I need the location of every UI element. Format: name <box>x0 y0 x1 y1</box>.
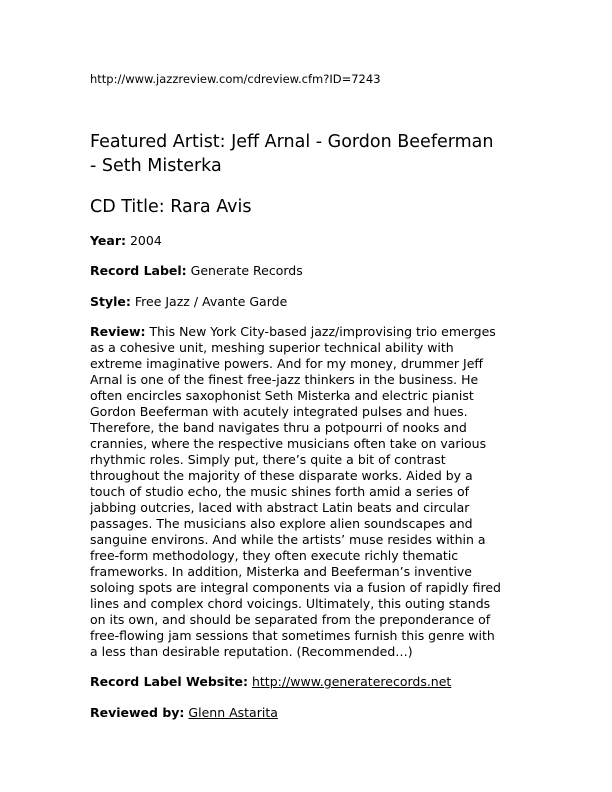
review-line-2: as a cohesive unit, meshing superior technical ability with <box>90 340 454 355</box>
record-label-value: Generate Records <box>190 263 303 278</box>
review-line-5: often encircles saxophonist Seth Misterka and electric pianist <box>90 388 474 403</box>
source-url: http://www.jazzreview.com/cdreview.cfm?ID=7243 <box>90 72 381 86</box>
style-field <box>90 294 287 310</box>
review-paragraph <box>90 324 530 660</box>
year-value: 2004 <box>129 233 162 248</box>
review-line-13: passages. The musicians also explore alien soundscapes and <box>90 516 473 531</box>
record-label-label: Record Label: <box>90 263 187 278</box>
cd-title-heading: CD Title: Rara Avis <box>90 197 252 217</box>
style-label: Style: <box>90 294 131 309</box>
review-line-18: lines and complex chord voicings. Ultimately, this outing stands <box>90 596 491 611</box>
year-label: Year: <box>90 233 126 248</box>
year-field <box>90 233 162 249</box>
record-label-field <box>90 263 303 279</box>
record-label-website-field <box>90 674 451 690</box>
record-label-website-label: Record Label Website: <box>90 674 248 689</box>
review-line-9: rhythmic roles. Simply put, there’s quite a bit of contrast <box>90 452 446 467</box>
review-line-14: sanguine environs. And while the artists’ muse resides within a <box>90 532 486 547</box>
reviewed-by-label: Reviewed by: <box>90 705 185 720</box>
review-line-12: jabbing outcries, laced with abstract Latin beats and circular <box>90 500 470 515</box>
review-label: Review: <box>90 324 146 339</box>
reviewer-link[interactable]: Glenn Astarita <box>188 705 278 720</box>
style-value: Free Jazz / Avante Garde <box>134 294 288 309</box>
review-line-8: crannies, where the respective musicians often take on various <box>90 436 487 451</box>
featured-artist-heading <box>90 130 530 178</box>
review-line-19: on its own, and should be separated from the preponderance of <box>90 612 491 627</box>
review-line-10: throughout the majority of these disparate works. Aided by a <box>90 468 473 483</box>
featured-artist-line-2: - Seth Misterka <box>90 156 222 176</box>
review-line-20: free-flowing jam sessions that sometimes furnish this genre with <box>90 628 495 643</box>
review-line-16: frameworks. In addition, Misterka and Beeferman’s inventive <box>90 564 472 579</box>
review-line-1: Review: This New York City-based jazz/improvising trio emerges <box>90 324 496 339</box>
review-line-11: touch of studio echo, the music shines forth amid a series of <box>90 484 470 499</box>
record-label-website-link[interactable]: http://www.generaterecords.net <box>251 674 452 689</box>
review-line-7: Therefore, the band navigates thru a potpourri of nooks and <box>90 420 467 435</box>
reviewed-by-field <box>90 705 278 721</box>
review-line-21: a less than desirable reputation. (Recommended…) <box>90 644 413 659</box>
review-line-6: Gordon Beeferman with acutely integrated pulses and hues. <box>90 404 468 419</box>
review-line-4: Arnal is one of the finest free-jazz thinkers in the business. He <box>90 372 479 387</box>
review-line-17: soloing spots are integral components via a fusion of rapidly fired <box>90 580 501 595</box>
review-line-3: extreme imaginative powers. And for my money, drummer Jeff <box>90 356 484 371</box>
featured-artist-line-1: Featured Artist: Jeff Arnal - Gordon Beeferman <box>90 132 494 152</box>
review-line-15: free-form methodology, they often execute richly thematic <box>90 548 459 563</box>
